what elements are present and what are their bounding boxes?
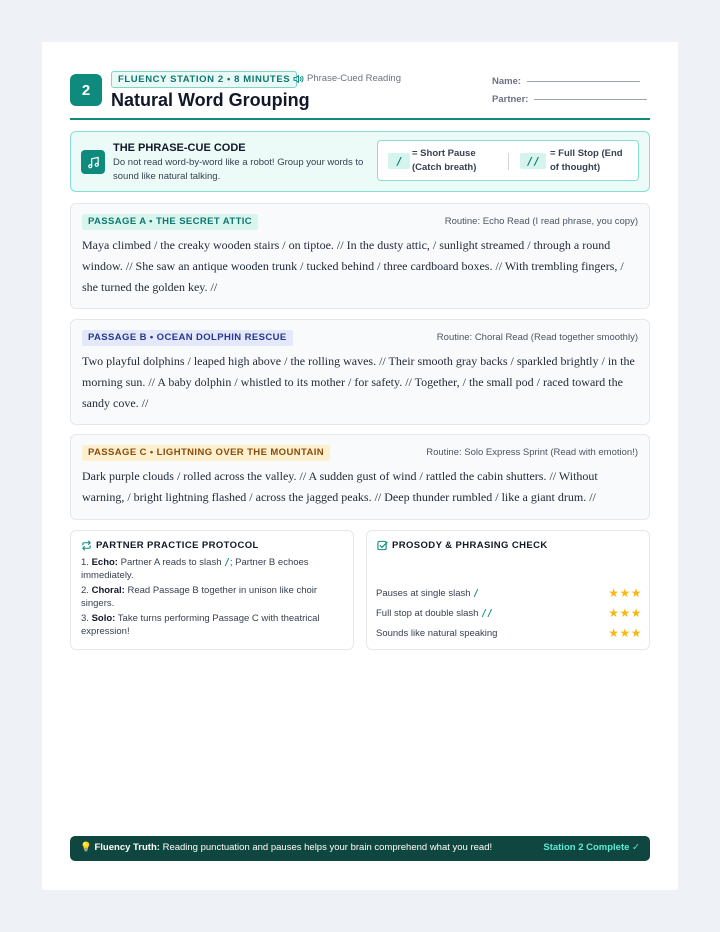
partner-line-rule: [534, 99, 647, 100]
protocol-item-label: Choral:: [91, 585, 125, 596]
name-label: Name:: [492, 76, 522, 87]
star-rating[interactable]: ★★★: [608, 626, 642, 640]
protocol-item-echo: [81, 557, 345, 582]
protocol-item-text: Partner A reads to slash: [120, 557, 222, 568]
legend-divider: [508, 153, 509, 170]
station-complete-status: Station 2 Complete ✓: [543, 842, 640, 853]
passage-c-card: [70, 434, 650, 520]
audio-label-text: Phrase-Cued Reading: [307, 73, 402, 84]
prosody-check-card: [366, 530, 650, 650]
check-row-single-slash: [376, 588, 642, 599]
passage-b-tag: PASSAGE B • OCEAN DOLPHIN RESCUE: [82, 330, 293, 346]
partner-label: Partner:: [492, 94, 529, 105]
protocol-slash-symbol: /: [224, 557, 230, 568]
repeat-icon: [81, 540, 92, 551]
protocol-item-solo: [81, 613, 345, 638]
footer-message: [80, 842, 492, 853]
cue-legend: [377, 140, 639, 181]
short-pause-symbol: /: [388, 153, 410, 169]
protocol-item-text: Read Passage B together in unison like choir singers.: [81, 585, 318, 609]
protocol-item-choral: [81, 585, 345, 610]
protocol-item-text-end: ; Partner B echoes immediately.: [81, 557, 309, 581]
protocol-list: [81, 557, 345, 641]
name-field[interactable]: [492, 76, 640, 87]
protocol-item-number: 1.: [81, 557, 89, 568]
audio-label: [293, 73, 401, 84]
check-row-double-slash: [376, 608, 642, 619]
short-pause-text: = Short Pause (Catch breath): [412, 148, 477, 173]
prosody-title: [377, 540, 548, 551]
partner-field[interactable]: [492, 94, 647, 105]
speaker-icon: [293, 74, 304, 84]
check-row-label: Sounds like natural speaking: [376, 628, 498, 639]
station-tag: FLUENCY STATION 2 • 8 MINUTES: [111, 71, 297, 88]
passage-a-card: [70, 203, 650, 309]
star-rating[interactable]: ★★★: [608, 606, 642, 620]
check-row-symbol: //: [481, 608, 493, 619]
check-row-symbol: /: [473, 588, 479, 599]
passage-c-text: Dark purple clouds / rolled across the valley. // A sudden gust of wind / rattled the cabin shutters. // Without warning, / bright lightning flashed / across the jagged peaks. // Deep thunder rumbled / like a giant drum. //: [82, 469, 598, 504]
prosody-title-text: PROSODY & PHRASING CHECK: [392, 540, 548, 551]
passage-c-tag: PASSAGE C • LIGHTNING OVER THE MOUNTAIN: [82, 445, 330, 461]
protocol-item-label: Echo:: [91, 557, 118, 568]
footer-text: Reading punctuation and pauses helps your brain comprehend what you read!: [162, 842, 493, 853]
protocol-title-text: PARTNER PRACTICE PROTOCOL: [96, 540, 259, 551]
passage-b-routine: Routine: Choral Read (Read together smoothly): [436, 332, 638, 343]
worksheet-page: [42, 42, 678, 890]
footer-banner: [70, 836, 650, 861]
passage-a-routine: Routine: Echo Read (I read phrase, you copy): [444, 216, 638, 227]
phrase-cue-code-box: [70, 131, 650, 192]
lightbulb-icon: 💡: [80, 842, 92, 853]
full-stop-symbol: //: [520, 153, 546, 169]
passage-b-card: [70, 319, 650, 425]
passage-a-tag: PASSAGE A • THE SECRET ATTIC: [82, 214, 258, 230]
passage-c-routine: Routine: Solo Express Sprint (Read with emotion!): [426, 447, 638, 458]
partner-protocol-card: [70, 530, 354, 650]
check-row-label: Pauses at single slash: [376, 588, 471, 599]
passage-a-text: Maya climbed / the creaky wooden stairs / on tiptoe. // In the dusty attic, / sunlight streamed / through a round window. // She saw an antique wooden trunk / tucked behind / three cardboard boxes. // With trembling fingers, / she turned the golden key. //: [82, 238, 624, 294]
full-stop-text: = Full Stop (End of thought): [550, 148, 623, 173]
name-line-rule: [527, 81, 640, 82]
music-note-icon: [81, 150, 105, 174]
protocol-item-text: Take turns performing Passage C with theatrical expression!: [81, 613, 320, 637]
code-description: Do not read word-by-word like a robot! Group your words to sound like natural talking.: [113, 157, 364, 182]
station-number-badge: 2: [70, 74, 102, 106]
code-title: THE PHRASE-CUE CODE: [113, 142, 246, 154]
footer-lead: Fluency Truth:: [94, 842, 160, 853]
header-divider: [70, 118, 650, 120]
protocol-item-label: Solo:: [91, 613, 116, 624]
protocol-item-number: 2.: [81, 585, 89, 596]
passage-b-text: Two playful dolphins / leaped high above / the rolling waves. // Their smooth gray backs / sparkled brightly / in the morning sun. // A baby dolphin / whistled to its mother / for safety. // Together, / the small pod / raced toward the sandy cove. //: [82, 354, 635, 410]
star-rating[interactable]: ★★★: [608, 586, 642, 600]
page-title: Natural Word Grouping: [111, 90, 310, 110]
check-row-natural-speaking: [376, 628, 642, 639]
check-row-label: Full stop at double slash: [376, 608, 479, 619]
header: [70, 70, 650, 120]
checkbox-check-icon: [377, 540, 388, 551]
protocol-item-number: 3.: [81, 613, 89, 624]
protocol-title: [81, 540, 259, 551]
